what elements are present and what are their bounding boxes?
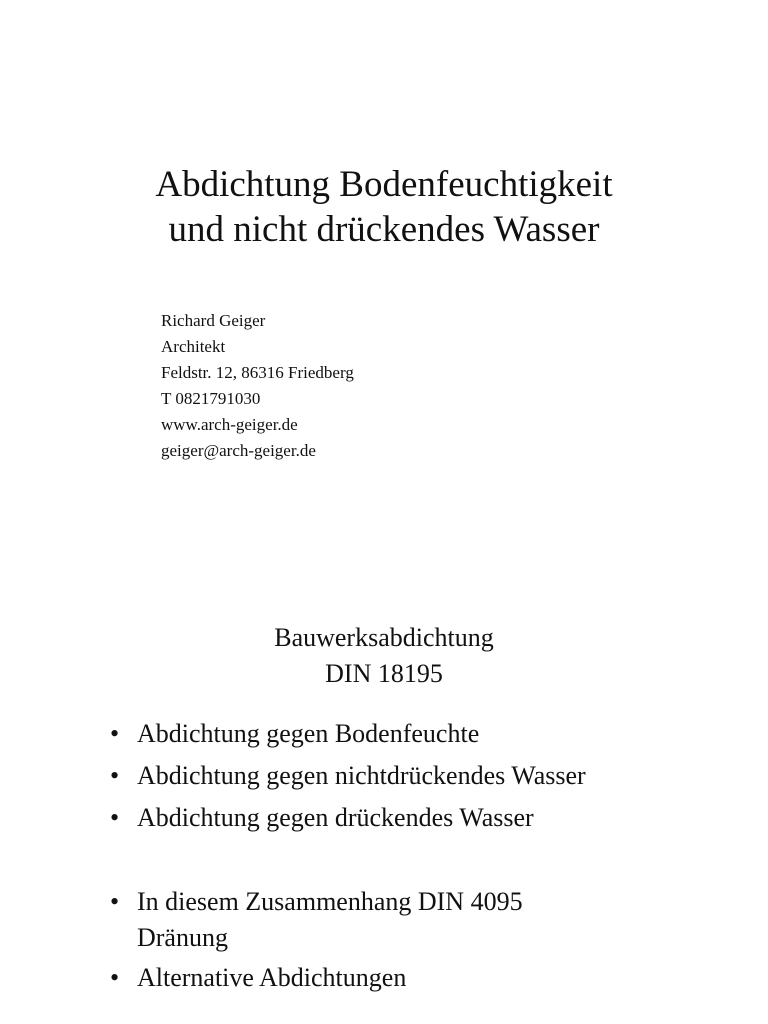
list-item-text: Alternative Abdichtungen (137, 963, 407, 992)
bullet-icon: • (110, 761, 120, 790)
list-item (110, 800, 730, 836)
list-item (110, 960, 730, 996)
contact-block (161, 308, 354, 464)
document-title (0, 162, 768, 252)
contact-profession: Architekt (161, 337, 226, 356)
list-item (110, 758, 730, 794)
bullet-icon: • (110, 803, 120, 832)
list-item-text: Abdichtung gegen nichtdrückendes Wasser (137, 761, 586, 790)
list-item (110, 884, 730, 956)
contact-name: Richard Geiger (161, 311, 266, 330)
list-item-text: Abdichtung gegen drückendes Wasser (137, 803, 534, 832)
section-heading-line-1: Bauwerksabdichtung (274, 623, 494, 652)
title-line-1: Abdichtung Bodenfeuchtigkeit (155, 164, 613, 205)
list-item-text: Abdichtung gegen Bodenfeuchte (137, 719, 480, 748)
list-item-text: In diesem Zusammenhang DIN 4095 Dränung (137, 887, 523, 952)
list-item (110, 716, 730, 752)
contact-website[interactable]: www.arch-geiger.de (161, 415, 298, 434)
bullet-list-secondary (110, 884, 730, 1000)
bullet-list-primary (110, 716, 730, 842)
contact-address: Feldstr. 12, 86316 Friedberg (161, 363, 354, 382)
title-line-2: und nicht drückendes Wasser (168, 209, 600, 250)
bullet-icon: • (110, 719, 120, 748)
contact-phone: T 0821791030 (161, 389, 261, 408)
section-heading (0, 620, 768, 692)
bullet-icon: • (110, 887, 120, 916)
contact-email[interactable]: geiger@arch-geiger.de (161, 441, 316, 460)
bullet-icon: • (110, 963, 120, 992)
section-heading-line-2: DIN 18195 (325, 659, 443, 688)
